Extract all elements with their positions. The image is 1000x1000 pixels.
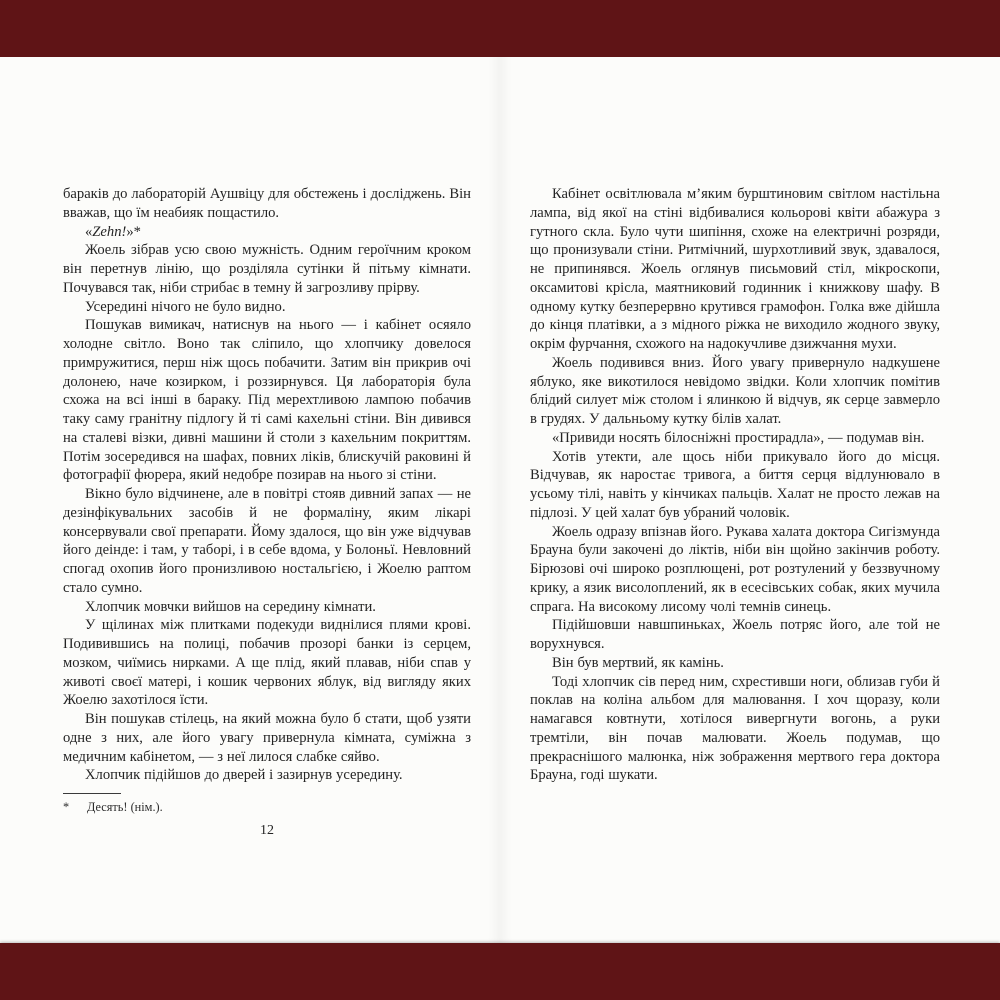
paragraph: Жоель одразу впізнав його. Рукава халата доктора Сигізмунда Брауна були закочені до ліктів, ніби він щойно закінчив роботу. Бірюзові очі широко розплющені, рот розтулений у беззвучному крику, а язик висолоплений, як в есесівських собак, яких мучила спрага. На високому лисому чолі темнів синець. [530, 523, 940, 615]
paragraph: «Привиди носять білосніжні простирадла», — подумав він. [552, 429, 925, 446]
paragraph: Хлопчик підійшов до дверей і зазирнув усередину. [85, 767, 403, 784]
cover-edge-top [0, 0, 1000, 57]
paragraph: У щілинах між плитками подекуди виднілися плями крові. Подивившись на полиці, побачив прозорі банки із серцем, мозком, чиїмись нирками. А ще плід, який плавав, ніби спав у животі своєї матері, і кошик червоних яблук, від вигляду яких Жоелю захотілося їсти. [63, 617, 471, 709]
paragraph: Пошукав вимикач, натиснув на нього — і кабінет осяяло холодне світло. Воно так сліпило, що хлопчику довелося примружитися, перш ніж щось побачити. Затим він прикрив очі долонею, наче козирком, і роззирнувся. Ця лабораторія була схожа на всі інші в бараку. Під мерехтливою лампою побачив таку саму гранітну підлогу й ті самі кахельні стіни. Він дивився на сталеві візки, дивні машини й столи з кахельним покриттям. Потім зосередився на шафах, повних ліків, блискучій раковині й фотографії фюрера, який недобре позирав на нього зі стіни. [63, 317, 471, 484]
paragraph: Він був мертвий, як камінь. [552, 654, 724, 671]
paragraph: Жоель подивився вниз. Його увагу привернуло надкушене яблуко, яке викотилося невідомо звідки. Коли хлопчик помітив блідий силует між столом і ялинкою й відчув, як серце завмерло в грудях. У дальньому кутку білів халат. [530, 354, 940, 427]
left-page-text [63, 185, 471, 785]
zehn-word: Zehn! [92, 223, 127, 240]
paragraph: Усередині нічого не було видно. [85, 298, 286, 315]
cover-edge-bottom [0, 943, 1000, 1000]
paragraph: Він пошукав стілець, на який можна було б стати, щоб узяти одне з них, але його увагу привернула кімната, суміжна з медичним кабінетом, — з неї лилося слабке сяйво. [63, 711, 471, 765]
footnote-marker: * [63, 800, 70, 814]
paragraph: Жоель зібрав усю свою мужність. Одним героїчним кроком він перетнув лінію, що розділяла сутінки й пітьму кімнати. Почувався так, ніби стрибає в темну й загрозливу прірву. [63, 242, 471, 296]
footnote-rule [63, 793, 121, 794]
paragraph: Кабінет освітлювала м’яким бурштиновим світлом настільна лампа, від якої на стіні відбивалися кольорові квіти абажура з гутного скла. Було чути шипіння, схоже на електричні розряди, що пронизували стіни. Ритмічний, шурхотливий звук, здавалося, не припинявся. Жоель оглянув письмовий стіл, мікроскопи, оксамитові крісла, маятниковий годинник і книжкову шафу. В одному кутку безперервно крутився грамофон. Голка вже дійшла до кінця платівки, а з мідного ріжка не виходило жодного звуку, окрім фурчання, схожого на надокучливе дзижчання мухи. [530, 186, 940, 352]
paragraph-zehn [63, 223, 471, 242]
footnote [63, 793, 471, 815]
quote-close-footnote-marker: »* [126, 223, 141, 240]
paragraph: Вікно було відчинене, але в повітрі стояв дивний запах — не дезінфікувальних засобів й не формаліну, яким лікарі консервували свої препарати. Йому здалося, що він уже відчував його деінде: і там, у таборі, і в себе вдома, у Болоньї. Невловний спогад охопив його пронизливою ностальгією, і Жоелю раптом стало сумно. [63, 486, 471, 596]
paragraph: Хлопчик мовчки вийшов на середину кімнати. [85, 598, 376, 615]
footnote-text: Десять! (нім.). [87, 800, 163, 814]
paragraph: Хотів утекти, але щось ніби прикувало його до місця. Відчував, як наростає тривога, а биття серця відлунювало в усьому тілі, навіть у кінчиках пальців. Халат не просто лежав на підлозі. У цей халат був убраний чоловік. [530, 448, 940, 521]
paragraph: бараків до лабораторій Аушвіцу для обстежень і досліджень. Він вважав, що їм неабияк пощастило. [63, 186, 471, 221]
quote-open: « [85, 223, 93, 240]
page-number: 12 [260, 823, 274, 838]
right-page-text [530, 185, 940, 785]
paragraph: Підійшовши навшпиньках, Жоель потряс його, але той не ворухнувся. [530, 617, 940, 652]
open-pages [0, 57, 1000, 943]
paragraph: Тоді хлопчик сів перед ним, схрестивши ноги, облизав губи й поклав на коліна альбом для малювання. І хоч щоразу, коли намагався ковтнути, хотілося вивергнути вогонь, а руки тремтіли, він почав малювати. Жоель подумав, що прекраснішого малюнка, ніж зображення мертвого гера доктора Брауна, годі шукати. [530, 673, 940, 784]
